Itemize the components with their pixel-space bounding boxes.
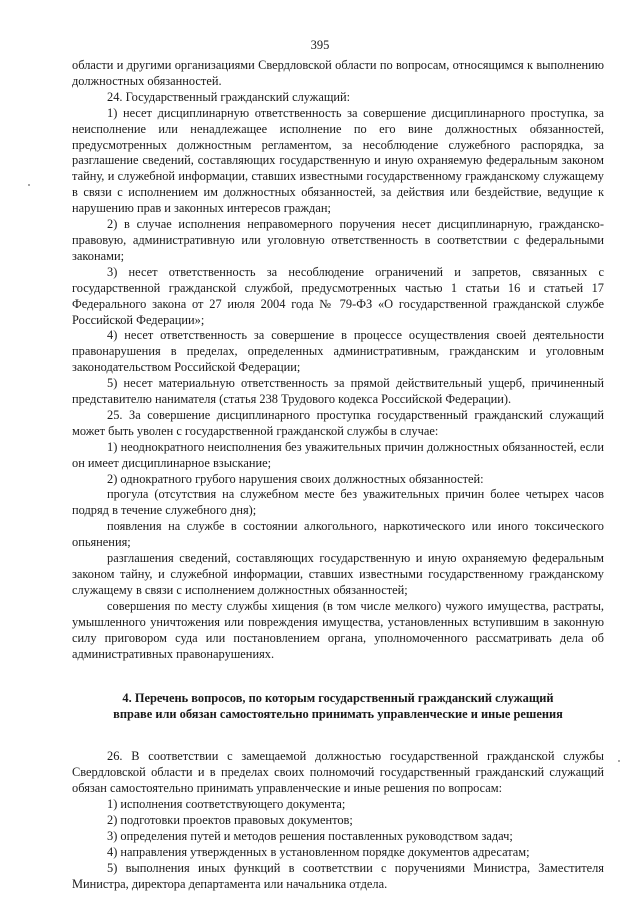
paragraph: области и другими организациями Свердловской области по вопросам, относящимся к выполнению должностных обязанностей. xyxy=(72,58,604,88)
section-heading xyxy=(72,690,604,722)
paragraph: 5) несет материальную ответственность за прямой действительный ущерб, причиненный представителю нанимателя (статья 238 Трудового кодекса Российской Федерации). xyxy=(72,376,604,407)
paragraph: 1) неоднократного неисполнения без уважительных причин должностных обязанностей, если он имеет дисциплинарное взыскание; xyxy=(72,439,604,470)
paragraph: 26. В соответствии с замещаемой должностью государственной гражданской службы Свердловской области и в пределах своих полномочий государственный гражданский служащий обязан самостоятельно принимать управленческие и иные решения по вопросам: xyxy=(72,749,604,796)
paragraph: 25. За совершение дисциплинарного проступка государственный гражданский служащий может быть уволен с государственной гражданской службы в случае: xyxy=(72,407,604,438)
paragraph: разглашения сведений, составляющих государственную и иную охраняемую федеральным законом тайну, и служебной информации, ставших известными государственному гражданскому служащему в связи с исполнением должностных обязанностей; xyxy=(72,551,604,597)
list-item: 4) направления утвержденных в установленном порядке документов адресатам; xyxy=(107,844,530,859)
page-number: 395 xyxy=(310,38,330,52)
paragraph: 24. Государственный гражданский служащий: xyxy=(107,89,351,104)
paragraph: 2) в случае исполнения неправомерного поручения несет дисциплинарную, гражданско-правовую, административную или уголовную ответственность в соответствии с федеральными законами; xyxy=(72,217,604,263)
list-item: 3) определения путей и методов решения поставленных руководством задач; xyxy=(107,828,513,843)
paragraph: 1) несет дисциплинарную ответственность за совершение дисциплинарного проступка, за неисполнение или ненадлежащее исполнение по его вине должностных обязанностей, предусмотренных должностным регламентом, за несоблюдение служебного распорядка, за разглашение сведений, составляющих государственную и иную охраняемую федеральным законом тайну, и служебной информации, ставших известными государственному гражданскому служащему в связи с исполнением им должностных обязанностей, за действия или бездействие, ведущие к нарушению прав и законных интересов граждан; xyxy=(72,105,604,216)
paragraph: прогула (отсутствия на служебном месте без уважительных причин более четырех часов подряд в течение служебного дня); xyxy=(72,487,604,518)
paragraph: 2) однократного грубого нарушения своих должностных обязанностей: xyxy=(107,471,484,486)
scan-speck xyxy=(618,760,620,762)
list-item: 5) выполнения иных функций в соответствии с поручениями Министра, Заместителя Министра, директора департамента или начальника отдела. xyxy=(72,860,604,891)
paragraph: 4) несет ответственность за совершение в процессе осуществления своей деятельности правонарушения в пределах, определенных административным, гражданским и уголовным законодательством Российской Федерации; xyxy=(72,328,604,375)
scan-speck xyxy=(28,184,30,186)
paragraph: 3) несет ответственность за несоблюдение ограничений и запретов, связанных с государственной гражданской службой, предусмотренных частью 1 статьи 16 и статьей 17 Федерального закона от 27 июля 2004 года № 79-ФЗ «О государственной гражданской службе Российской Федерации»; xyxy=(72,264,604,327)
document-body xyxy=(72,58,604,893)
section-heading-line: вправе или обязан самостоятельно принимать управленческие и иные решения xyxy=(113,707,563,722)
list-item: 1) исполнения соответствующего документа; xyxy=(107,797,346,812)
paragraph: появления на службе в состоянии алкогольного, наркотического или иного токсического опьянения; xyxy=(72,519,604,550)
section-heading-line: 4. Перечень вопросов, по которым государственный гражданский служащий xyxy=(122,691,554,706)
paragraph: совершения по месту службы хищения (в том числе мелкого) чужого имущества, растраты, умышленного уничтожения или повреждения имущества, установленных вступившим в законную силу приговором суда или постановлением органа, уполномоченного рассматривать дела об административных правонарушениях. xyxy=(72,598,604,661)
list-item: 2) подготовки проектов правовых документов; xyxy=(107,813,353,828)
